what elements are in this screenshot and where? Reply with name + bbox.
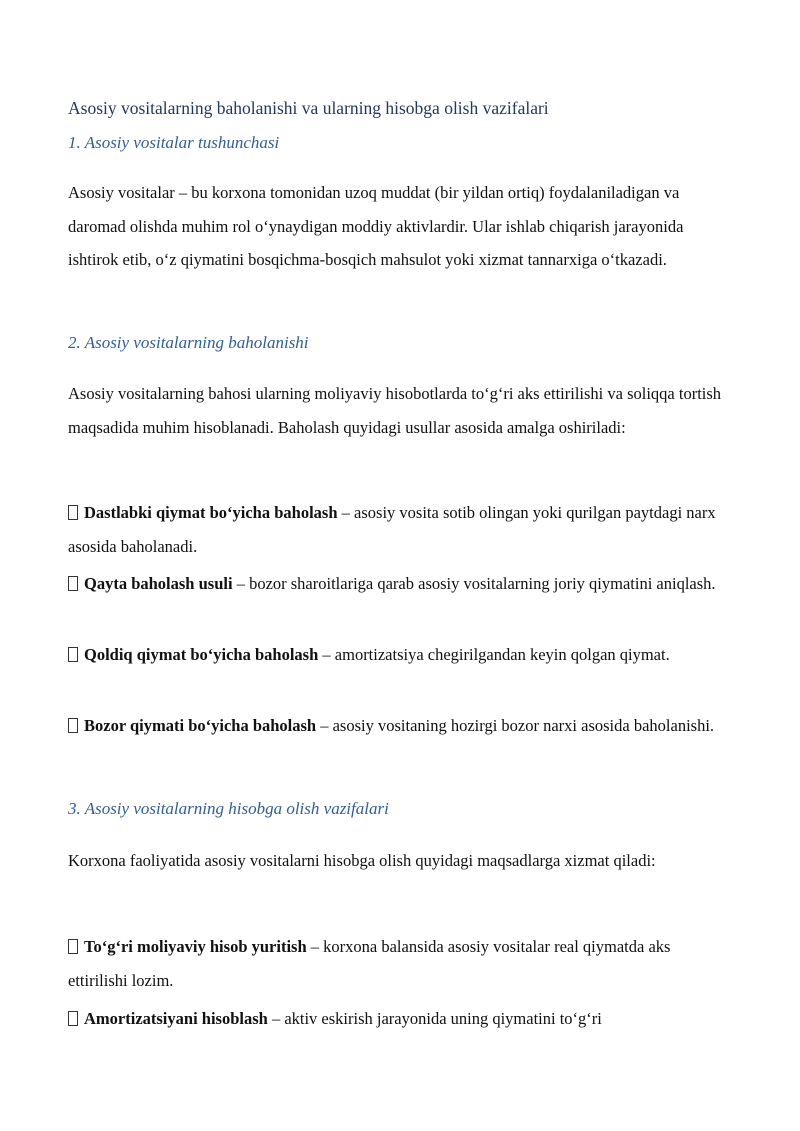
- list-item-desc: – aktiv eskirish jarayonida uning qiymatini to‘g‘ri: [267, 1009, 602, 1028]
- list-item: [68, 567, 728, 601]
- list-item-desc: – korxona balansida asosiy vositalar real qiymatda aks ettirilishi lozim.: [68, 937, 671, 990]
- list-item-term: Qayta baholash usuli: [84, 574, 233, 593]
- list-item: [68, 1002, 728, 1036]
- list-item-desc: – asosiy vosita sotib olingan yoki qurilgan paytdagi narx asosida baholanadi.: [68, 503, 716, 556]
- list-item-term: To‘g‘ri moliyaviy hisob yuritish: [84, 937, 307, 956]
- section-heading-3: 3. Asosiy vositalarning hisobga olish vazifalari: [68, 799, 389, 818]
- section-2-paragraph: Asosiy vositalarning bahosi ularning moliyaviy hisobotlarda to‘g‘ri aks ettirilishi va soliqqa tortish maqsadida muhim hisoblanadi. Baholash quyidagi usullar asosida amalga oshiriladi:: [68, 384, 722, 437]
- bullet-box-icon: [68, 939, 78, 954]
- list-item-term: Dastlabki qiymat bo‘yicha baholash: [84, 503, 338, 522]
- section-1-paragraph: Asosiy vositalar – bu korxona tomonidan uzoq muddat (bir yildan ortiq) foydalaniladigan va daromad olishda muhim rol o‘ynaydigan moddiy aktivlardir. Ular ishlab chiqarish jarayonida ishtirok etib, o‘z qiymatini bosqichma-bosqich mahsulot yoki xizmat tannarxiga o‘tkazadi.: [68, 183, 684, 269]
- list-item: [68, 930, 728, 997]
- list-item-desc: – bozor sharoitlariga qarab asosiy vositalarning joriy qiymatini aniqlash.: [232, 574, 716, 593]
- list-item: [68, 638, 728, 672]
- list-item-desc: – amortizatsiya chegirilgandan keyin qolgan qiymat.: [318, 645, 670, 664]
- bullet-box-icon: [68, 718, 78, 733]
- list-item-desc: – asosiy vositaning hozirgi bozor narxi asosida baholanishi.: [316, 716, 715, 735]
- list-item: [68, 709, 728, 743]
- bullet-box-icon: [68, 576, 78, 591]
- bullet-box-icon: [68, 647, 78, 662]
- list-item-term: Bozor qiymati bo‘yicha baholash: [84, 716, 317, 735]
- bullet-box-icon: [68, 1011, 78, 1026]
- list-item-term: Amortizatsiyani hisoblash: [84, 1009, 268, 1028]
- section-3-paragraph: Korxona faoliyatida asosiy vositalarni hisobga olish quyidagi maqsadlarga xizmat qiladi:: [68, 851, 656, 870]
- section-heading-1: 1. Asosiy vositalar tushunchasi: [68, 133, 280, 152]
- list-item: [68, 496, 728, 563]
- document-title: Asosiy vositalarning baholanishi va ularning hisobga olish vazifalari: [68, 98, 549, 118]
- bullet-box-icon: [68, 505, 78, 520]
- section-heading-2: 2. Asosiy vositalarning baholanishi: [68, 333, 309, 352]
- list-item-term: Qoldiq qiymat bo‘yicha baholash: [84, 645, 319, 664]
